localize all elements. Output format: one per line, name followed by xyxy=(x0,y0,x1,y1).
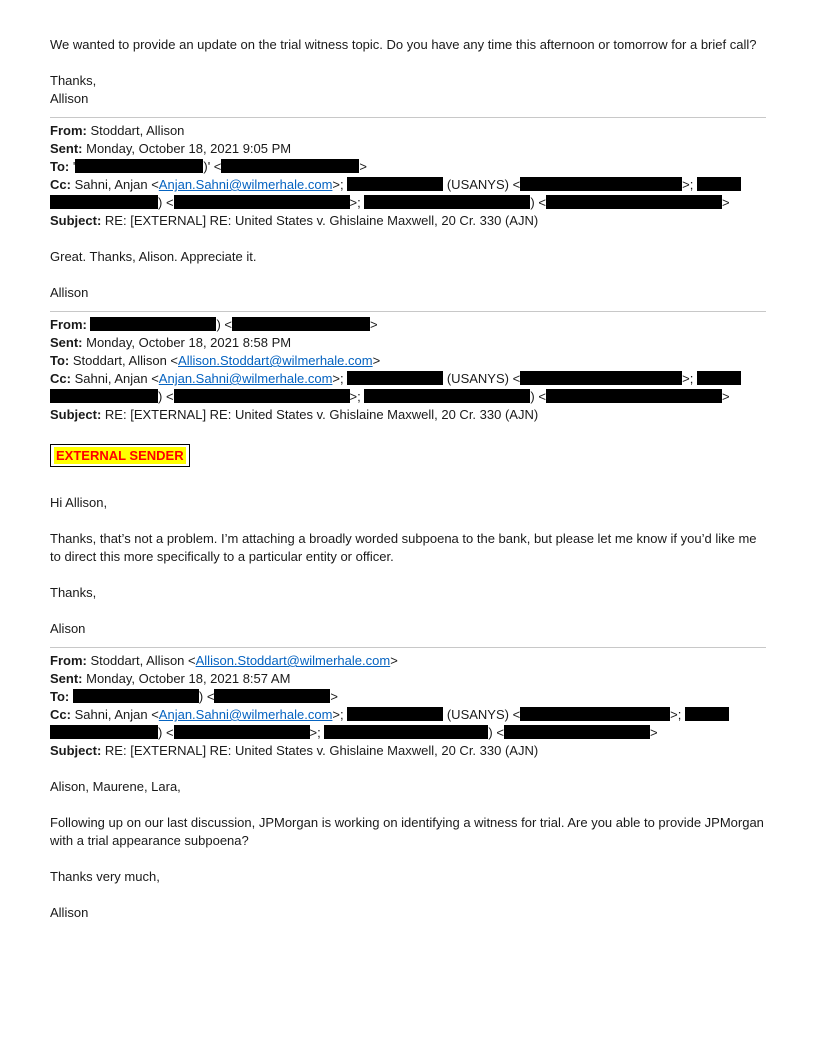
redaction-block xyxy=(520,177,682,191)
gt-glyph: > xyxy=(370,317,378,332)
email2-to-after: > xyxy=(372,353,381,368)
email1-sent: Monday, October 18, 2021 9:05 PM xyxy=(86,141,292,156)
redaction-block xyxy=(504,725,650,739)
redaction-block xyxy=(347,707,443,721)
gt-glyph: > xyxy=(721,389,730,404)
cc-after: >; xyxy=(332,177,348,192)
usanys-text: (USANYS) < xyxy=(443,707,521,722)
redaction-block xyxy=(520,707,670,721)
redaction-block xyxy=(174,389,350,403)
redaction-block xyxy=(232,317,370,331)
email1-from-row xyxy=(50,122,766,140)
redaction-block xyxy=(697,177,741,191)
semi-gt-glyph: >; xyxy=(349,389,361,404)
to-label: To: xyxy=(50,159,70,174)
usanys-text: (USANYS) < xyxy=(443,371,521,386)
email3-greeting: Alison, Maurene, Lara, xyxy=(50,779,181,794)
email2-to-email-link[interactable]: Allison.Stoddart@wilmerhale.com xyxy=(178,353,373,368)
semi-gt-glyph: >; xyxy=(349,195,361,210)
sep-lt-glyph: ) < xyxy=(158,389,174,404)
email3-sent-row xyxy=(50,670,766,688)
from-label: From: xyxy=(50,123,87,138)
sep-lt-glyph: ) < xyxy=(530,389,546,404)
email3-signature: Allison xyxy=(50,905,89,920)
email3-to-row xyxy=(50,688,766,706)
email3-cc-row-cont xyxy=(50,724,766,742)
redaction-block xyxy=(324,725,488,739)
email1-cc-row xyxy=(50,176,766,194)
email2-subject-row xyxy=(50,406,766,424)
email3-cc-row xyxy=(50,706,766,724)
redaction-block xyxy=(50,725,158,739)
redaction-block xyxy=(221,159,359,173)
redaction-block xyxy=(50,389,158,403)
email3-signoff: Thanks very much, xyxy=(50,869,160,884)
email1-to-mid: )' < xyxy=(203,159,222,174)
cc-name: Sahni, Anjan < xyxy=(74,177,159,192)
email2-sent: Monday, October 18, 2021 8:58 PM xyxy=(86,335,292,350)
cc-email-link[interactable]: Anjan.Sahni@wilmerhale.com xyxy=(158,177,333,192)
email-thread xyxy=(50,36,766,922)
email3-body: Following up on our last discussion, JPMorgan is working on identifying a witness for trial. Are you able to provide JPMorgan with a trial appearance subpoena? xyxy=(50,815,764,848)
redaction-block xyxy=(347,177,443,191)
email3-sent: Monday, October 18, 2021 8:57 AM xyxy=(86,671,291,686)
intro-signoff: Thanks, xyxy=(50,73,97,88)
cc-after: >; xyxy=(332,707,348,722)
cc-email-link[interactable]: Anjan.Sahni@wilmerhale.com xyxy=(158,707,333,722)
email1-to-row xyxy=(50,158,766,176)
redaction-block xyxy=(347,371,443,385)
gt-glyph: > xyxy=(649,725,658,740)
redaction-block xyxy=(73,689,199,703)
redaction-block xyxy=(364,389,530,403)
email3-from-email-link[interactable]: Allison.Stoddart@wilmerhale.com xyxy=(195,653,391,668)
email3-subject-row xyxy=(50,742,766,760)
from-label: From: xyxy=(50,653,87,668)
separator xyxy=(50,117,766,118)
email2-body: Thanks, that’s not a problem. I’m attaching a broadly worded subpoena to the bank, but please let me know if you’d like me to direct this more specifically to a particular entity or officer. xyxy=(50,531,757,564)
redaction-block xyxy=(174,725,310,739)
redaction-block xyxy=(72,159,203,174)
email3-from-row xyxy=(50,652,766,670)
redaction-block xyxy=(174,195,350,209)
redaction-block xyxy=(214,689,330,703)
sep-lt-glyph: ) < xyxy=(158,725,174,740)
cc-after: >; xyxy=(332,371,348,386)
email2-cc-row xyxy=(50,370,766,388)
email1-cc-row-cont xyxy=(50,194,766,212)
usanys-text: (USANYS) < xyxy=(443,177,521,192)
redaction-block xyxy=(685,707,729,721)
redaction-block xyxy=(364,195,530,209)
email1-body: Great. Thanks, Alison. Appreciate it. xyxy=(50,249,257,264)
gt-glyph: > xyxy=(359,159,367,174)
cc-label: Cc: xyxy=(50,371,71,386)
cc-name: Sahni, Anjan < xyxy=(74,371,159,386)
email2-greeting: Hi Allison, xyxy=(50,495,108,510)
intro-body: We wanted to provide an update on the trial witness topic. Do you have any time this afternoon or tomorrow for a brief call? xyxy=(50,37,757,52)
email1-sent-row xyxy=(50,140,766,158)
redaction-block xyxy=(546,195,722,209)
separator xyxy=(50,647,766,648)
cc-email-link[interactable]: Anjan.Sahni@wilmerhale.com xyxy=(158,371,333,386)
semi-gt-glyph: >; xyxy=(309,725,321,740)
semi-gt-glyph: >; xyxy=(670,707,682,722)
email2-from-mid: ) < xyxy=(216,317,233,332)
email2-to-name: Stoddart, Allison < xyxy=(72,353,179,368)
redaction-block xyxy=(90,317,216,331)
email2-to-row xyxy=(50,352,766,370)
email1-signature: Allison xyxy=(50,285,89,300)
cc-label: Cc: xyxy=(50,707,71,722)
redaction-block xyxy=(520,371,682,385)
from-label: From: xyxy=(50,317,87,332)
semi-gt-glyph: >; xyxy=(682,371,694,386)
cc-label: Cc: xyxy=(50,177,71,192)
redaction-block xyxy=(697,371,741,385)
email1-to-prefix: ' xyxy=(72,159,76,174)
redaction-block xyxy=(546,389,722,403)
sent-label: Sent: xyxy=(50,671,83,686)
sep-lt-glyph: ) < xyxy=(158,195,174,210)
subject-label: Subject: xyxy=(50,407,102,422)
email2-from-row xyxy=(50,316,766,334)
external-sender-label: EXTERNAL SENDER xyxy=(56,448,184,463)
gt-glyph: > xyxy=(330,689,339,704)
email3-subject: RE: [EXTERNAL] RE: United States v. Ghislaine Maxwell, 20 Cr. 330 (AJN) xyxy=(104,743,539,758)
email1-subject: RE: [EXTERNAL] RE: United States v. Ghislaine Maxwell, 20 Cr. 330 (AJN) xyxy=(104,213,539,228)
email2-signoff: Thanks, xyxy=(50,585,97,600)
separator xyxy=(50,311,766,312)
subject-label: Subject: xyxy=(50,213,102,228)
external-sender-banner xyxy=(50,444,190,467)
cc-name: Sahni, Anjan < xyxy=(74,707,159,722)
email1-from: Stoddart, Allison xyxy=(90,123,185,138)
sep-lt-glyph: ) < xyxy=(488,725,504,740)
email2-cc-row-cont xyxy=(50,388,766,406)
subject-label: Subject: xyxy=(50,743,102,758)
gt-glyph: > xyxy=(721,195,730,210)
sep-lt-glyph: ) < xyxy=(530,195,546,210)
email3-to-mid: ) < xyxy=(198,689,215,704)
email3-from-after: > xyxy=(390,653,398,668)
to-label: To: xyxy=(50,353,70,368)
sent-label: Sent: xyxy=(50,335,83,350)
email3-from-name: Stoddart, Allison < xyxy=(90,653,196,668)
email2-sent-row xyxy=(50,334,766,352)
email2-subject: RE: [EXTERNAL] RE: United States v. Ghislaine Maxwell, 20 Cr. 330 (AJN) xyxy=(104,407,539,422)
sent-label: Sent: xyxy=(50,141,83,156)
intro-signature: Allison xyxy=(50,91,89,106)
to-label: To: xyxy=(50,689,70,704)
semi-gt-glyph: >; xyxy=(682,177,694,192)
email2-signature: Alison xyxy=(50,621,86,636)
redaction-block xyxy=(50,195,158,209)
email1-subject-row xyxy=(50,212,766,230)
